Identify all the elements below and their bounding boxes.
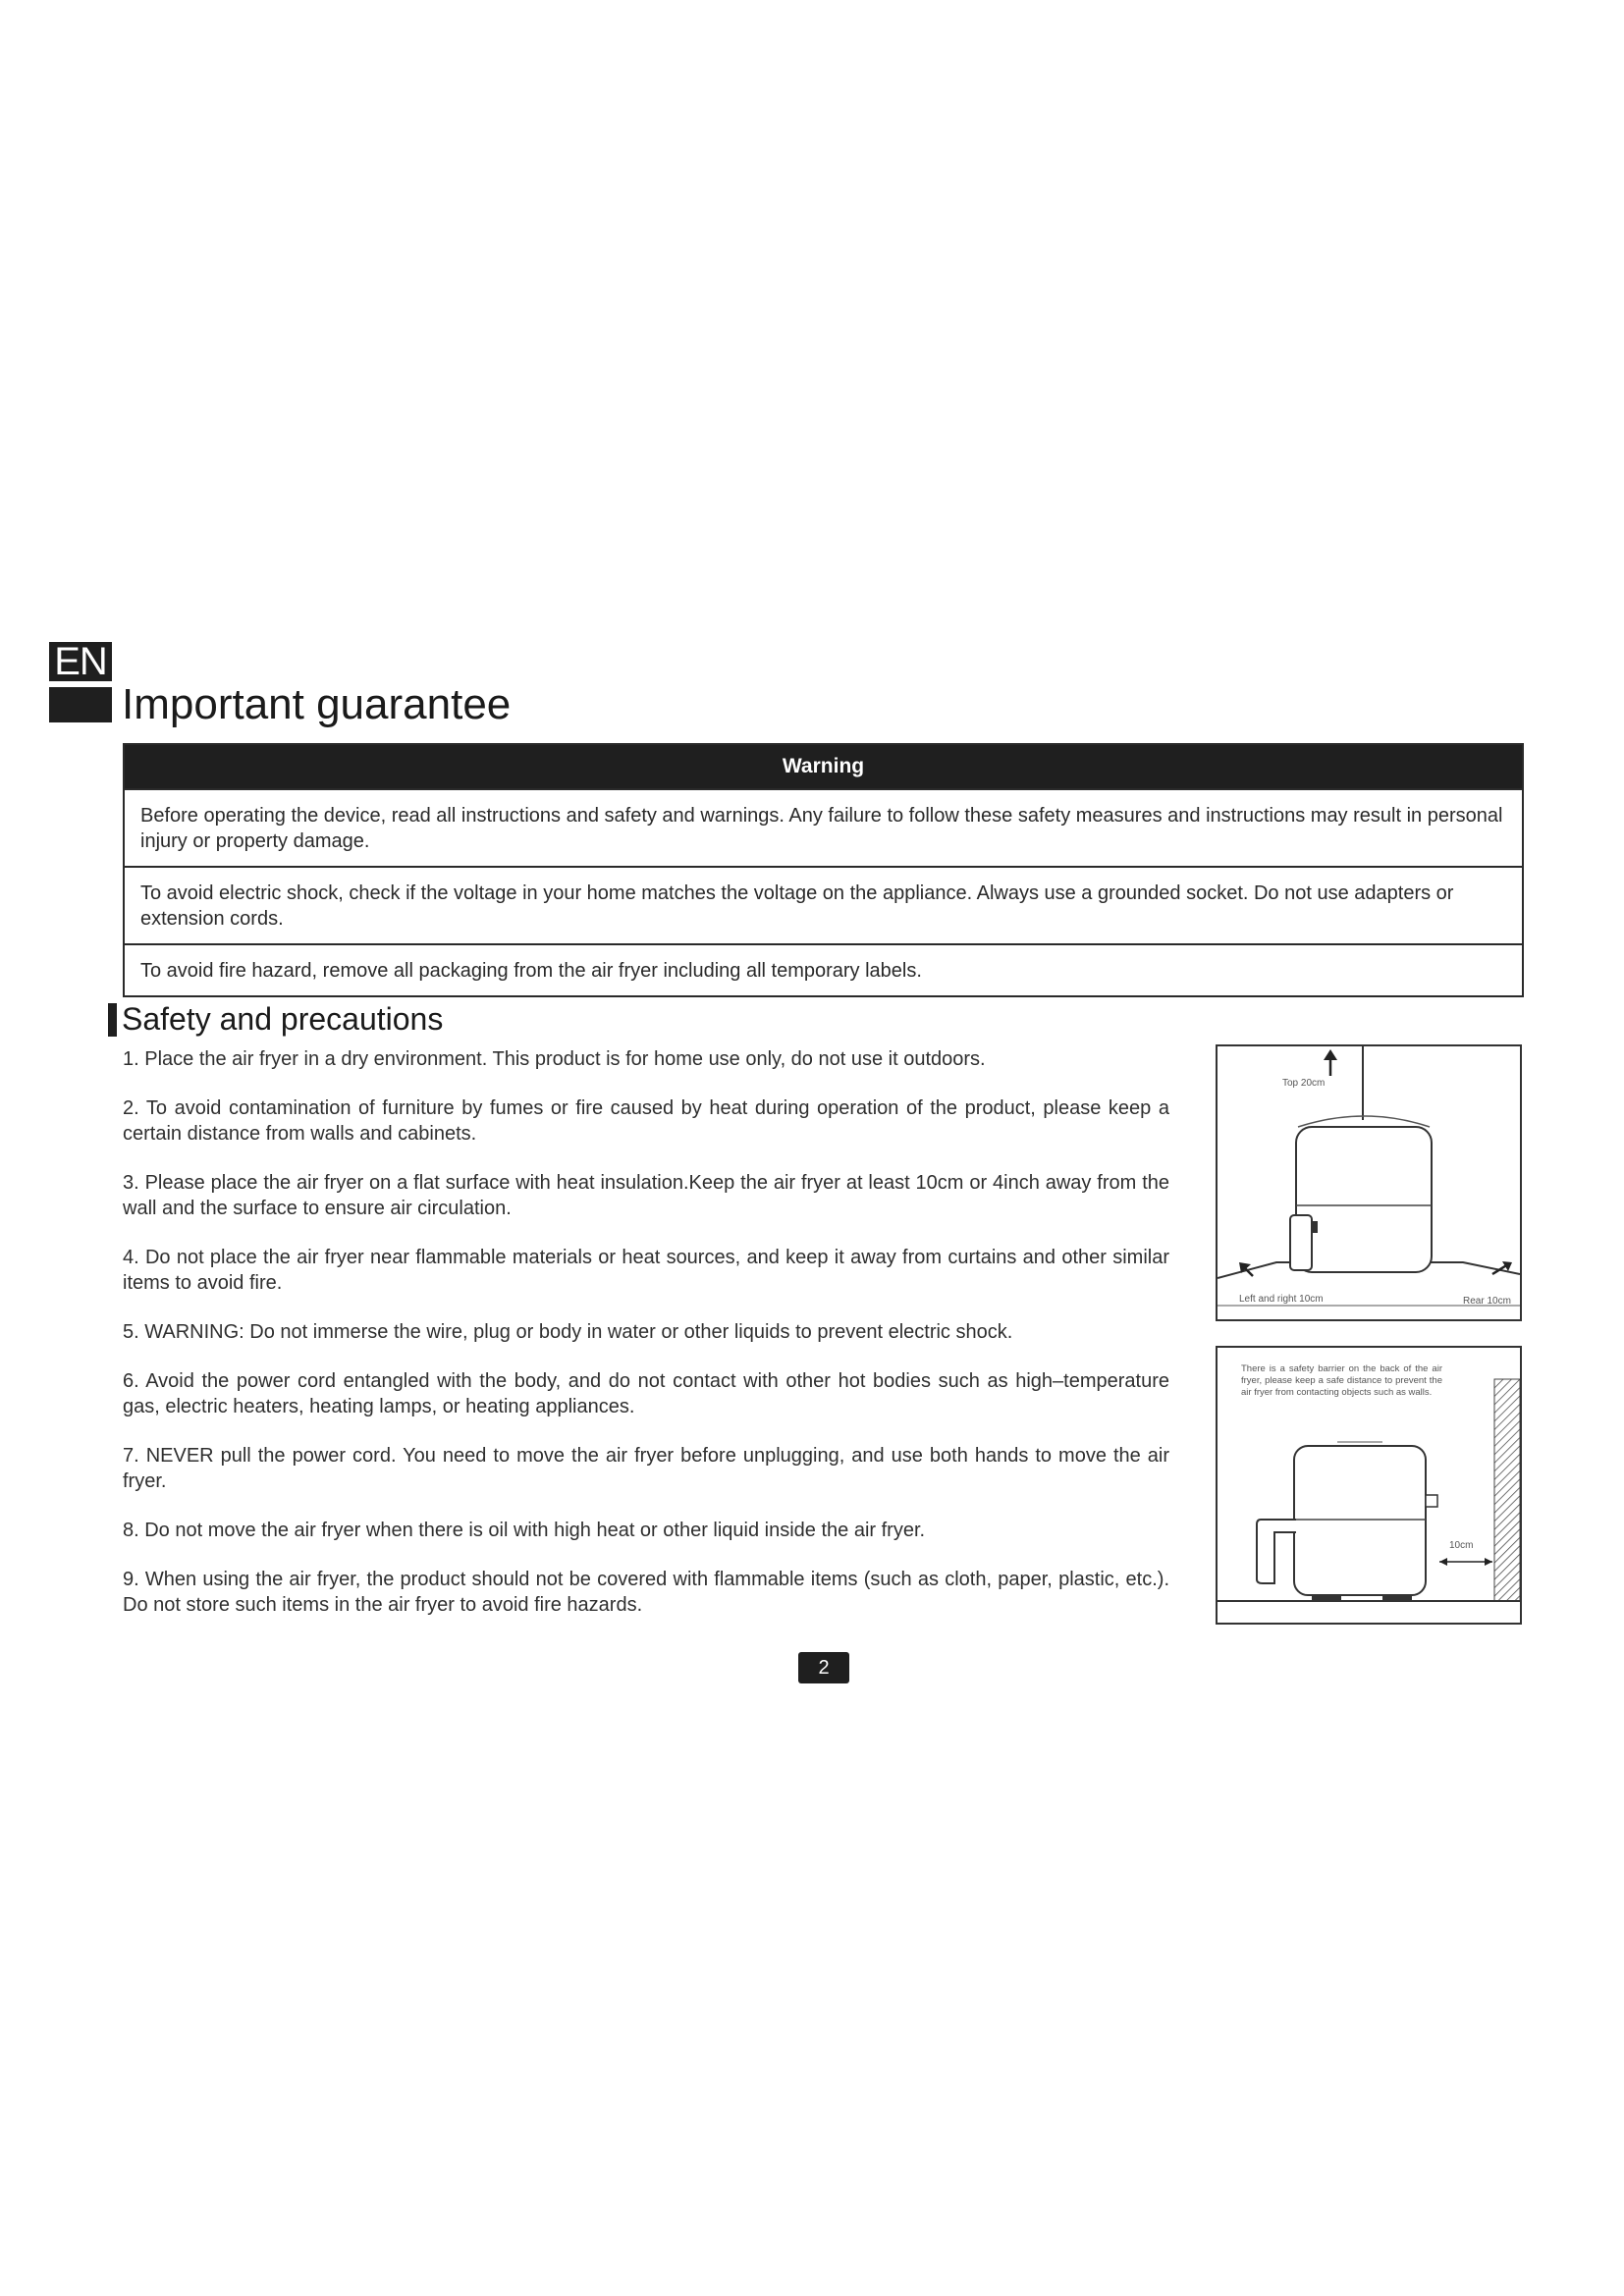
list-item: 6. Avoid the power cord entangled with the body, and do not contact with other hot bodies such as high–temperature gas, electric heaters, heating lamps, or heating appliances. <box>123 1370 1169 1417</box>
warning-row: To avoid electric shock, check if the voltage in your home matches the voltage on the appliance. Always use a grounded socket. Do not use adapters or extension cords. <box>125 866 1522 943</box>
rear-clearance-label: Rear 10cm <box>1463 1296 1511 1307</box>
barrier-distance-label: 10cm <box>1449 1540 1474 1551</box>
list-item: 1. Place the air fryer in a dry environment. This product is for home use only, do not use it outdoors. <box>123 1048 986 1070</box>
list-item: 9. When using the air fryer, the product should not be covered with flammable items (such as cloth, paper, plastic, etc.). Do not store such items in the air fryer to avoid fire hazards. <box>123 1569 1169 1616</box>
list-item: 2. To avoid contamination of furniture by fumes or fire caused by heat during operation of the product, please keep a certain distance from walls and cabinets. <box>123 1097 1169 1145</box>
language-tag: EN <box>49 642 112 681</box>
section-title: Safety and precautions <box>122 1001 444 1037</box>
warning-row: Before operating the device, read all instructions and safety and warnings. Any failure to follow these safety measures and instructions may result in personal injury or property damage. <box>125 788 1522 866</box>
warning-table <box>123 743 1524 997</box>
barrier-diagram <box>1216 1346 1522 1625</box>
precautions-list <box>123 1046 1169 1641</box>
section-marker <box>108 1003 117 1037</box>
page-number: 2 <box>798 1652 849 1683</box>
page-title: Important guarantee <box>122 680 512 728</box>
warning-row: To avoid fire hazard, remove all packaging from the air fryer including all temporary labels. <box>125 943 1522 995</box>
top-clearance-label: Top 20cm <box>1282 1078 1326 1089</box>
list-item: 4. Do not place the air fryer near flammable materials or heat sources, and keep it away from curtains and other similar items to avoid fire. <box>123 1247 1169 1294</box>
side-clearance-label: Left and right 10cm <box>1239 1294 1324 1305</box>
list-item: 7. NEVER pull the power cord. You need to move the air fryer before unplugging, and use both hands to move the air fryer. <box>123 1445 1169 1492</box>
clearance-diagram <box>1216 1044 1522 1321</box>
list-item: 5. WARNING: Do not immerse the wire, plug or body in water or other liquids to prevent electric shock. <box>123 1321 1013 1343</box>
language-tag-bar <box>49 687 112 722</box>
air-fryer-clearance-illustration <box>1218 1046 1520 1319</box>
list-item: 8. Do not move the air fryer when there is oil with high heat or other liquid inside the air fryer. <box>123 1520 926 1541</box>
list-item: 3. Please place the air fryer on a flat surface with heat insulation.Keep the air fryer at least 10cm or 4inch away from the wall and the surface to ensure air circulation. <box>123 1172 1169 1219</box>
warning-header: Warning <box>125 745 1522 788</box>
barrier-note: There is a safety barrier on the back of the air fryer, please keep a safe distance to prevent the air fryer from contacting objects such as walls. <box>1241 1363 1442 1398</box>
